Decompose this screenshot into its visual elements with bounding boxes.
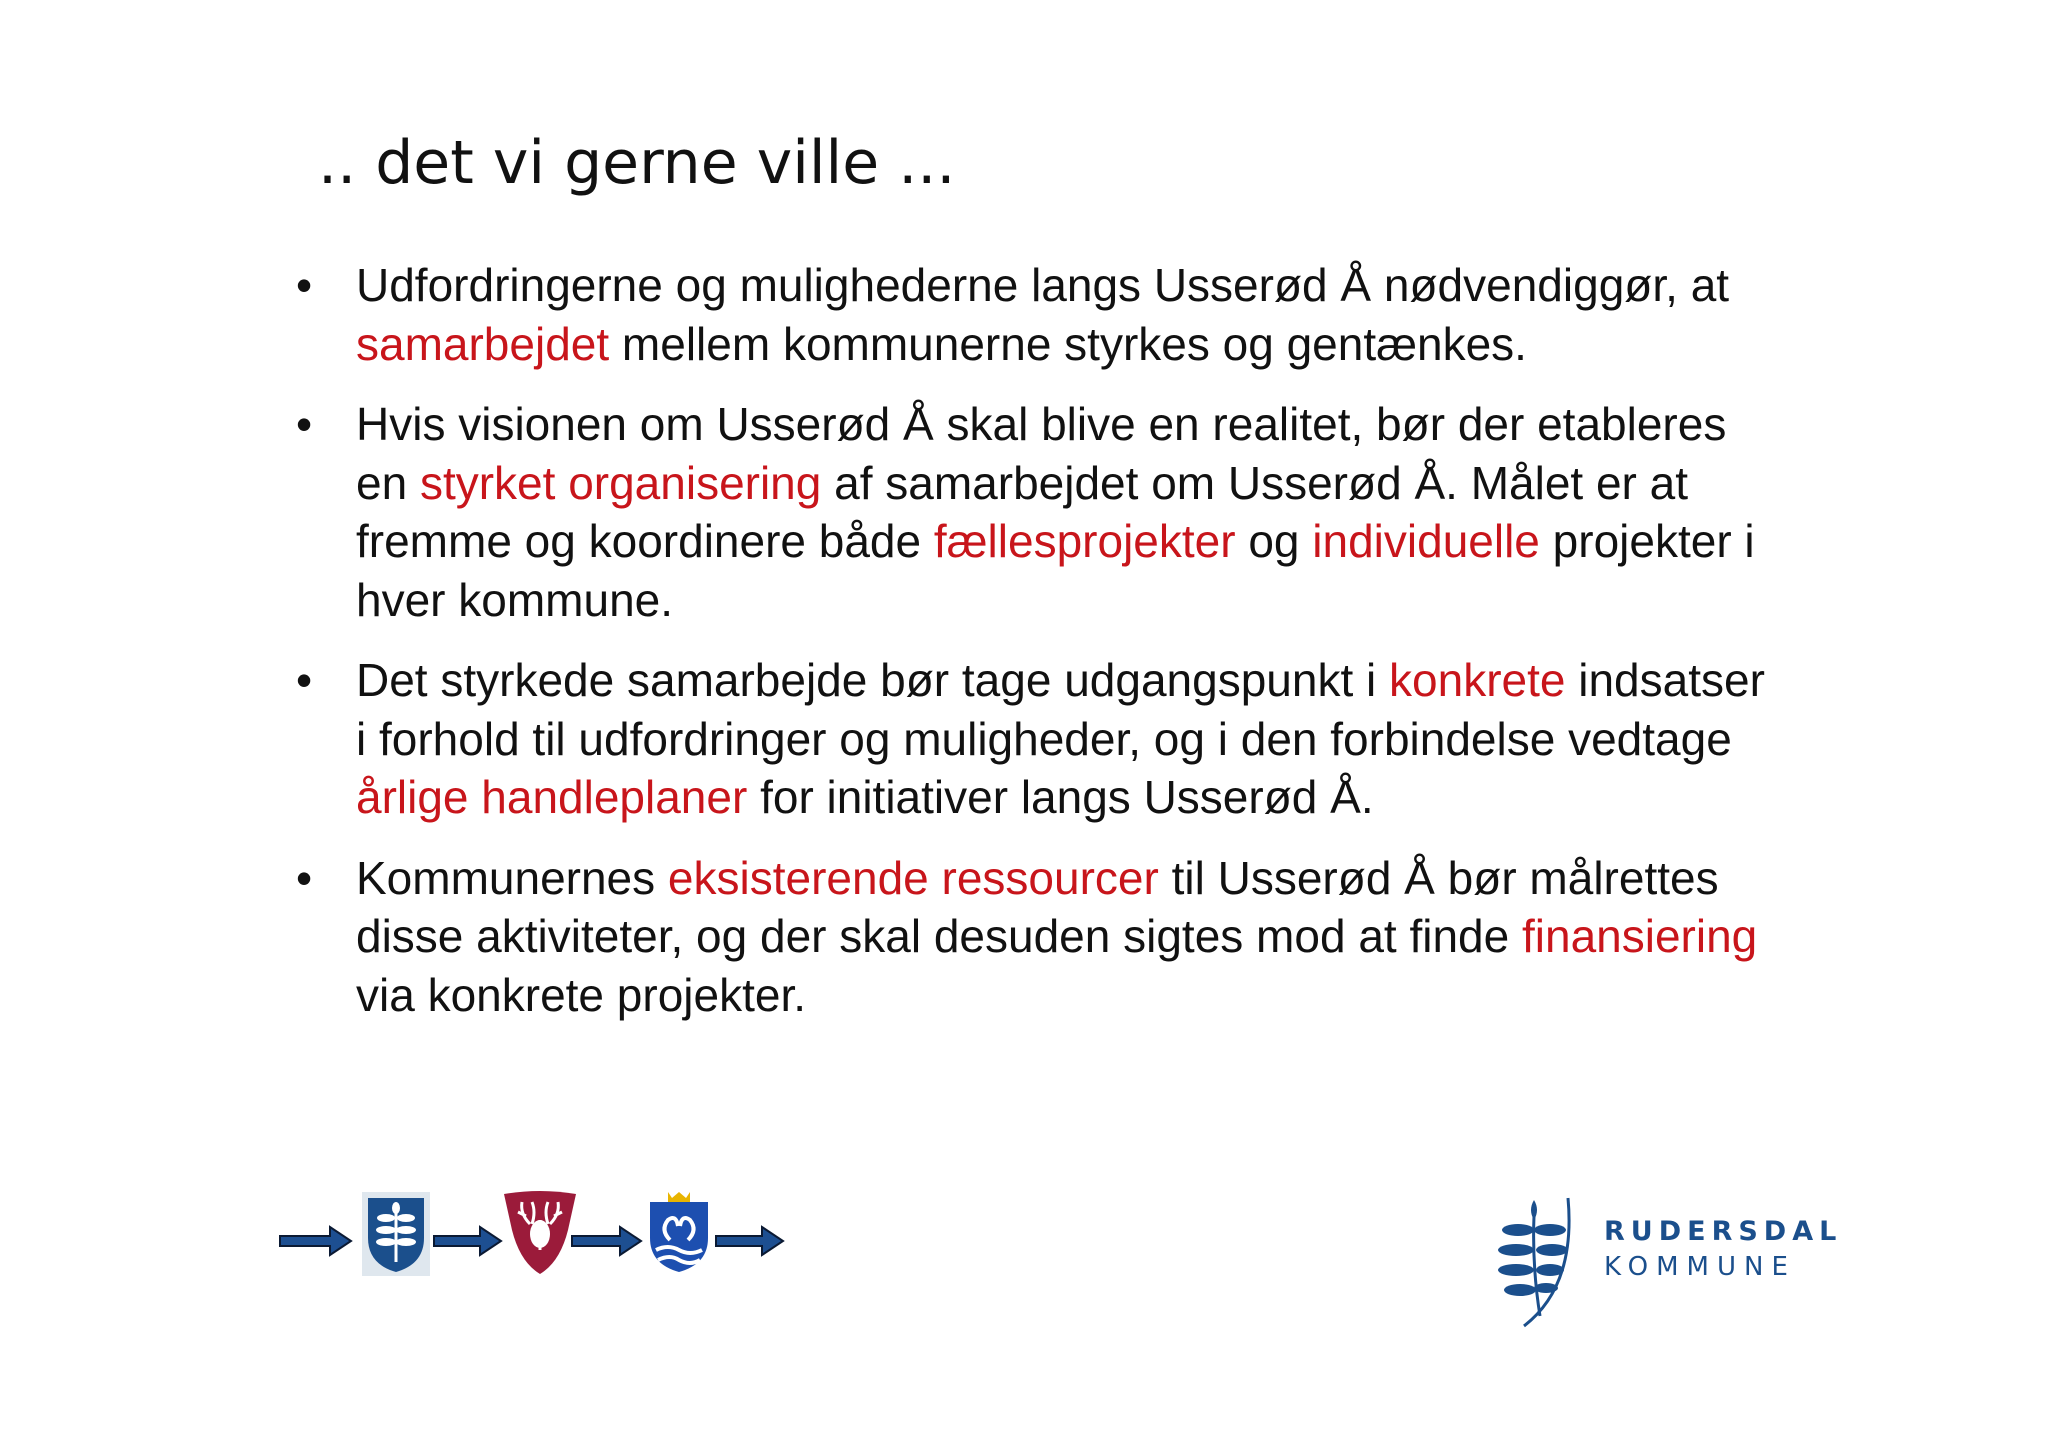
highlight-segment: samarbejdet — [356, 317, 610, 370]
highlight-segment: årlige handleplaner — [356, 771, 748, 823]
highlight-segment: individuelle — [1312, 515, 1540, 567]
bullet-item — [296, 395, 1776, 629]
bullet-item — [296, 849, 1776, 1025]
bullet-segment: projekter i hver kommune. — [356, 515, 1755, 626]
bullet-dot: • — [296, 654, 313, 706]
rudersdal-crest-icon — [362, 1192, 430, 1276]
bullet-segment: indsatser i forhold til udfordringer og muligheder, og i den forbindelse vedtage — [356, 654, 1765, 765]
fredensborg-crest-icon — [646, 1190, 712, 1274]
logo-name-line1: RUDERSDAL — [1604, 1216, 1843, 1247]
bullet-segment: via konkrete projekter. — [356, 968, 807, 1021]
bullet-item — [296, 651, 1776, 827]
highlight-segment: styrket organisering — [419, 456, 822, 509]
bullet-segment: af samarbejdet om Usserød Å. Målet er at fremme og koordinere både — [356, 456, 1689, 567]
highlight-segment: eksisterende ressourcer — [667, 851, 1159, 904]
bullet-dot: • — [296, 851, 313, 904]
bullet-dot: • — [296, 259, 313, 311]
bullet-dot: • — [296, 398, 313, 450]
rudersdal-logo-icon — [1484, 1196, 1582, 1330]
bullet-segment: Kommunernes — [356, 851, 668, 904]
highlight-segment: fællesprojekter — [933, 515, 1236, 567]
arrow-icon — [570, 1224, 644, 1258]
slide-title: .. det vi gerne ville ... — [318, 128, 956, 198]
bullet-list — [296, 256, 1776, 1046]
arrow-icon — [714, 1224, 786, 1258]
bullet-segment: mellem kommunerne styrkes og gentænkes. — [609, 317, 1527, 370]
highlight-segment: konkrete — [1389, 654, 1566, 706]
arrow-icon — [278, 1224, 354, 1258]
bullet-segment: for initiativer langs Usserød Å. — [747, 771, 1374, 823]
highlight-segment: finansiering — [1522, 910, 1758, 962]
bullet-segment: Udfordringerne og mulighederne langs Usserød Å nødvendiggør, at — [356, 259, 1730, 311]
bullet-segment: Hvis visionen om Usserød Å skal blive en realitet, bør der etableres en — [356, 398, 1727, 509]
arrow-icon — [432, 1224, 504, 1258]
bullet-segment: til Usserød Å bør målrettes disse aktiviteter, og der skal desuden sigtes mod at finde — [356, 851, 1719, 962]
hoersholm-crest-icon — [502, 1190, 578, 1276]
bullet-item — [296, 256, 1776, 373]
bullet-segment: og — [1235, 515, 1313, 567]
bullet-segment: Det styrkede samarbejde bør tage udgangspunkt i — [356, 654, 1390, 706]
logo-name-line2: KOMMUNE — [1604, 1252, 1796, 1282]
